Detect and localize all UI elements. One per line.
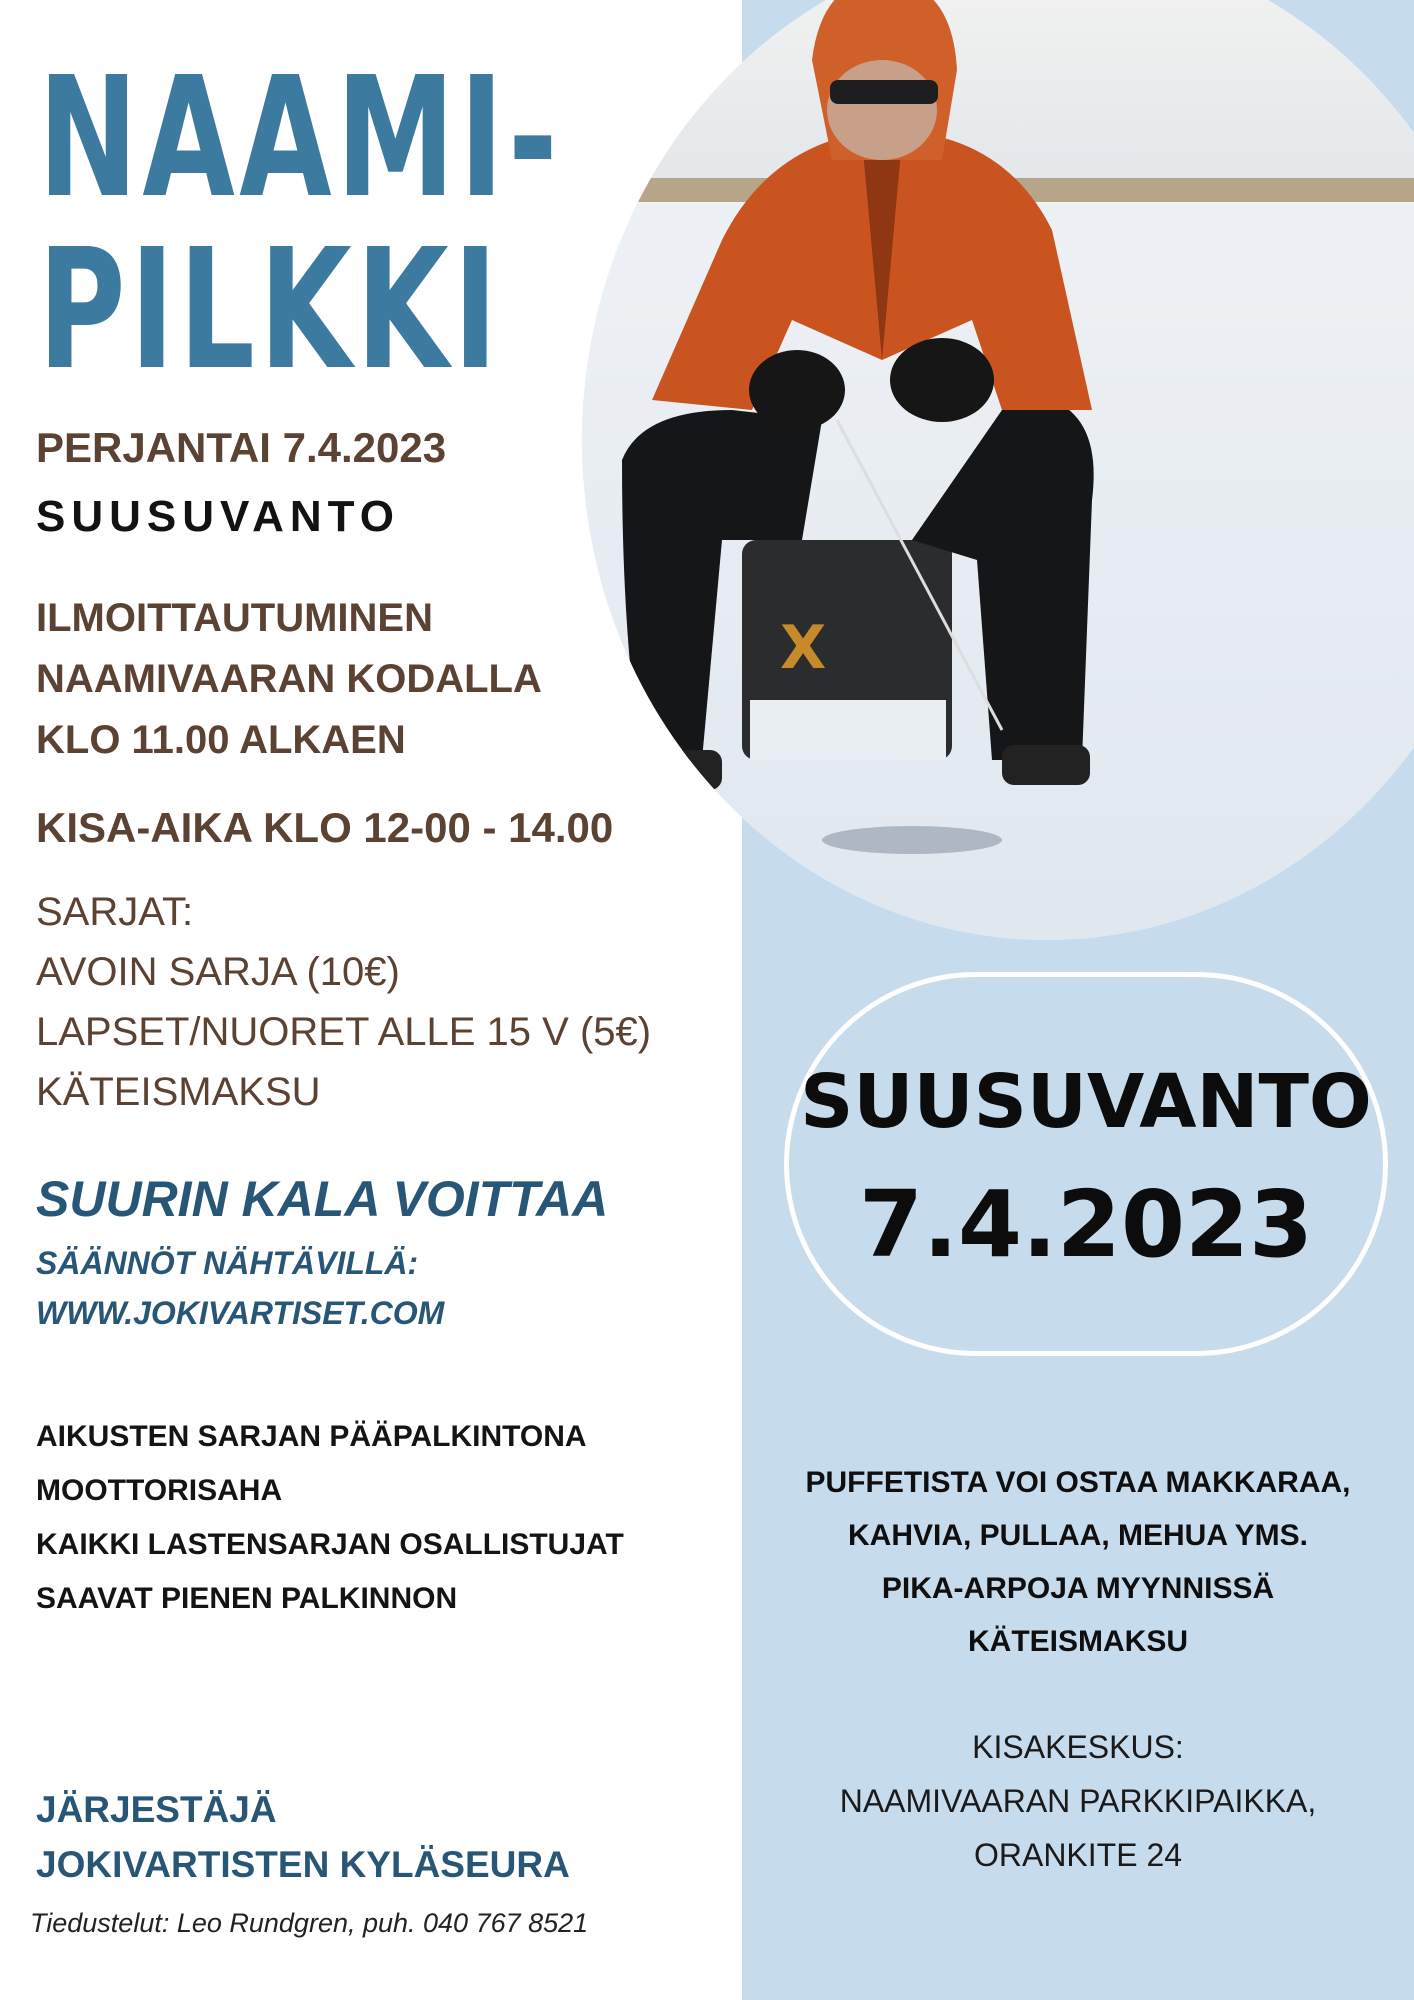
rules-link[interactable]: WWW.JOKIVARTISET.COM bbox=[36, 1295, 445, 1331]
venue-line: NAAMIVAARAN PARKKIPAIKKA, bbox=[839, 1783, 1317, 1819]
date-badge bbox=[784, 972, 1388, 1356]
organizer-info bbox=[36, 1782, 570, 1892]
organizer-label: JÄRJESTÄJÄ bbox=[36, 1789, 277, 1830]
badge-date: 7.4.2023 bbox=[859, 1171, 1313, 1278]
organizer-name: JOKIVARTISTEN KYLÄSEURA bbox=[36, 1844, 570, 1885]
series-item: AVOIN SARJA (10€) bbox=[36, 950, 400, 994]
buffet-info bbox=[742, 1456, 1414, 1668]
event-place: SUUSUVANTO bbox=[36, 492, 400, 541]
event-date: PERJANTAI 7.4.2023 bbox=[36, 424, 447, 471]
venue-info bbox=[742, 1720, 1414, 1882]
registration-line: KLO 11.00 ALKAEN bbox=[36, 718, 406, 762]
buffet-line: KAHVIA, PULLAA, MEHUA YMS. bbox=[847, 1519, 1309, 1552]
prizes-line: SAAVAT PIENEN PALKINNON bbox=[36, 1582, 458, 1615]
series-item: SARJAT: bbox=[36, 890, 194, 934]
prizes-info bbox=[36, 1410, 624, 1626]
competition-time: KISA-AIKA KLO 12-00 - 14.00 bbox=[36, 804, 614, 851]
ice-fisherman-photo bbox=[582, 0, 1414, 940]
prizes-line: KAIKKI LASTENSARJAN OSALLISTUJAT bbox=[36, 1528, 624, 1561]
svg-text:X: X bbox=[780, 613, 827, 683]
buffet-line: PIKA-ARPOJA MYYNNISSÄ bbox=[881, 1572, 1275, 1605]
prizes-line: MOOTTORISAHA bbox=[36, 1474, 283, 1507]
venue-label: KISAKESKUS: bbox=[972, 1729, 1184, 1765]
badge-place: SUUSUVANTO bbox=[800, 1059, 1372, 1145]
buffet-line: PUFFETISTA VOI OSTAA MAKKARAA, bbox=[805, 1466, 1351, 1499]
rules-info bbox=[36, 1238, 444, 1338]
title-line-2: PILKKI bbox=[38, 214, 502, 407]
rules-label: SÄÄNNÖT NÄHTÄVILLÄ: bbox=[36, 1245, 419, 1281]
series-list bbox=[36, 882, 651, 1122]
ice-fisherman-photo-icon bbox=[582, 0, 1414, 940]
winner-rule: SUURIN KALA VOITTAA bbox=[36, 1171, 609, 1227]
series-item: KÄTEISMAKSU bbox=[36, 1070, 321, 1114]
venue-line: ORANKITE 24 bbox=[973, 1837, 1183, 1873]
contact-info: Tiedustelut: Leo Rundgren, puh. 040 767 8521 bbox=[30, 1908, 589, 1938]
registration-info bbox=[36, 588, 542, 771]
title-line-1: NAAMI- bbox=[38, 42, 562, 235]
registration-line: NAAMIVAARAN KODALLA bbox=[36, 657, 542, 701]
buffet-line: KÄTEISMAKSU bbox=[967, 1625, 1188, 1658]
prizes-line: AIKUSTEN SARJAN PÄÄPALKINTONA bbox=[36, 1420, 587, 1453]
registration-line: ILMOITTAUTUMINEN bbox=[36, 596, 433, 640]
series-item: LAPSET/NUORET ALLE 15 V (5€) bbox=[36, 1010, 652, 1054]
